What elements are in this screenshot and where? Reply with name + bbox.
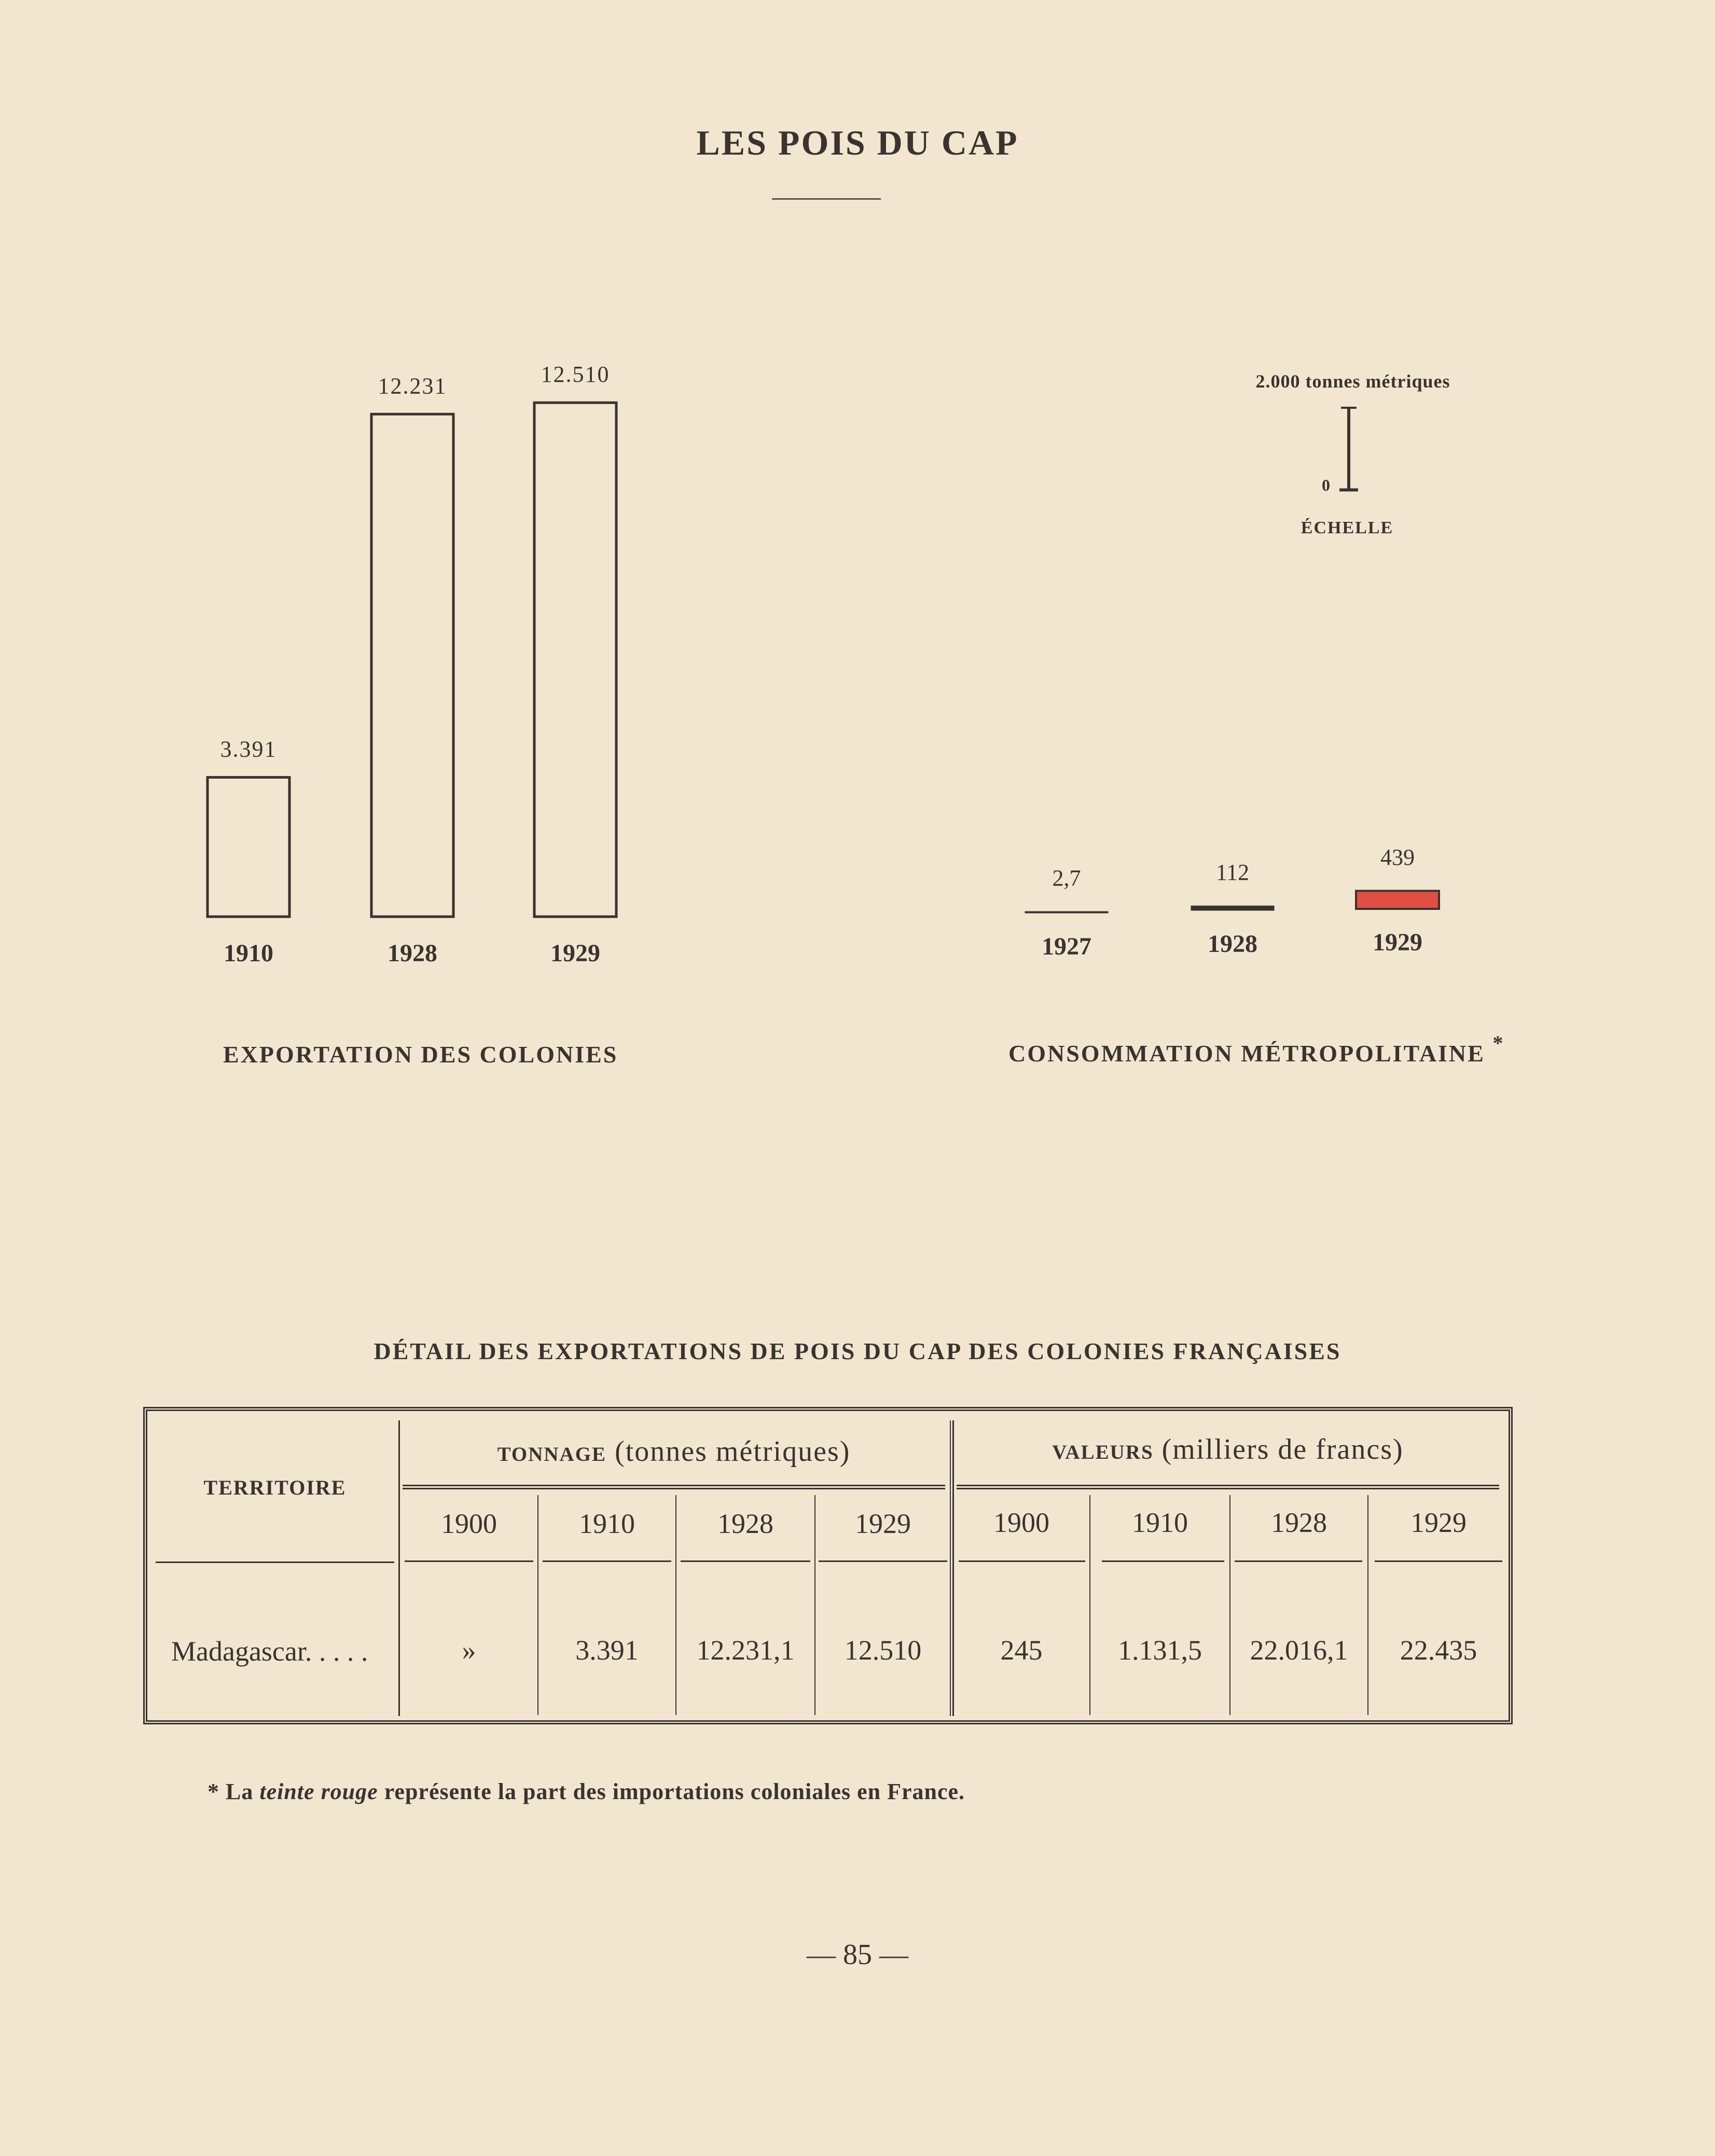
header-double-rule xyxy=(403,1485,945,1489)
scale-label: 2.000 tonnes métriques xyxy=(1255,371,1450,392)
footnote-text-start: La xyxy=(226,1779,254,1804)
year-header: 1900 xyxy=(993,1507,1049,1538)
value-label: 112 xyxy=(1215,860,1250,886)
table-cell: 245 xyxy=(1000,1635,1043,1666)
footnote-marker: * xyxy=(1492,1031,1505,1055)
export-chart xyxy=(208,362,616,967)
header-rule xyxy=(681,1560,810,1562)
tonnage-header xyxy=(403,1435,945,1468)
header-double-rule xyxy=(957,1485,1499,1489)
value-label: 3.391 xyxy=(220,736,277,762)
header-rule xyxy=(156,1561,394,1563)
bar-export-1910 xyxy=(208,777,289,917)
table-cell: 1.131,5 xyxy=(1118,1635,1202,1666)
footnote-italic: teinte rouge xyxy=(259,1779,378,1804)
table-vline xyxy=(950,1420,951,1716)
value-label: 12.231 xyxy=(378,373,447,399)
header-rule xyxy=(1375,1560,1502,1562)
year-header: 1929 xyxy=(1410,1507,1467,1538)
table-title: DÉTAIL DES EXPORTATIONS DE POIS DU CAP DES COLONIES FRANÇAISES xyxy=(374,1338,1341,1364)
header-rule xyxy=(543,1560,671,1562)
header-rule xyxy=(1235,1560,1362,1562)
consumption-chart xyxy=(1025,845,1439,960)
category-label: 1929 xyxy=(1373,929,1422,956)
table-vline xyxy=(952,1420,954,1716)
scale-caption: ÉCHELLE xyxy=(1301,518,1394,537)
valeurs-header-unit: (milliers de francs) xyxy=(1161,1433,1404,1466)
table-cell: 22.016,1 xyxy=(1250,1635,1348,1666)
year-header: 1910 xyxy=(1132,1507,1188,1538)
table-cell: 12.231,1 xyxy=(696,1635,795,1666)
category-label: 1929 xyxy=(550,939,600,967)
table-vline xyxy=(398,1420,400,1716)
consumption-chart-title: CONSOMMATION MÉTROPOLITAINE xyxy=(1008,1040,1485,1067)
table-cell: 3.391 xyxy=(575,1635,639,1666)
valeurs-header-word: valeurs xyxy=(1052,1433,1154,1466)
bar-consumption-1927 xyxy=(1025,911,1108,913)
territory-cell: Madagascar. . . . . xyxy=(171,1636,368,1667)
value-label: 12.510 xyxy=(541,362,610,388)
valeurs-header xyxy=(957,1433,1499,1466)
scale-legend xyxy=(1256,371,1450,537)
tonnage-header-unit: (tonnes métriques) xyxy=(615,1435,851,1468)
year-header: 1928 xyxy=(1271,1507,1327,1538)
page-title: LES POIS DU CAP xyxy=(696,123,1019,162)
territory-header: TERRITOIRE xyxy=(203,1476,347,1499)
year-header: 1929 xyxy=(855,1508,911,1539)
bar-consumption-1929 xyxy=(1356,891,1439,909)
table-cell: 22.435 xyxy=(1400,1635,1477,1666)
page-number: — 85 — xyxy=(807,1939,908,1971)
export-chart-title: EXPORTATION DES COLONIES xyxy=(223,1041,618,1068)
table-cell: 12.510 xyxy=(844,1635,922,1666)
header-rule xyxy=(405,1560,533,1562)
category-label: 1910 xyxy=(224,939,273,967)
bar-consumption-1928 xyxy=(1191,906,1274,910)
value-label: 2,7 xyxy=(1052,865,1081,891)
value-label: 439 xyxy=(1380,845,1415,870)
table-cell: » xyxy=(462,1635,476,1666)
year-header: 1910 xyxy=(579,1508,635,1539)
header-rule xyxy=(819,1560,947,1562)
year-header: 1928 xyxy=(717,1508,773,1539)
category-label: 1928 xyxy=(1208,930,1257,958)
consumption-chart-title-wrap xyxy=(1008,1031,1505,1067)
footnote-star: * xyxy=(208,1779,219,1804)
header-rule xyxy=(959,1560,1085,1562)
category-label: 1928 xyxy=(388,939,437,967)
header-rule xyxy=(1102,1560,1224,1562)
bar-export-1928 xyxy=(371,414,453,917)
scale-zero-label: 0 xyxy=(1322,476,1330,494)
footnote xyxy=(208,1778,965,1805)
category-label: 1927 xyxy=(1042,933,1091,960)
tonnage-header-word: tonnage xyxy=(497,1435,607,1468)
footnote-text-end: représente la part des importations coloniales en France. xyxy=(384,1779,965,1804)
year-header: 1900 xyxy=(441,1508,497,1539)
bar-export-1929 xyxy=(534,403,616,917)
